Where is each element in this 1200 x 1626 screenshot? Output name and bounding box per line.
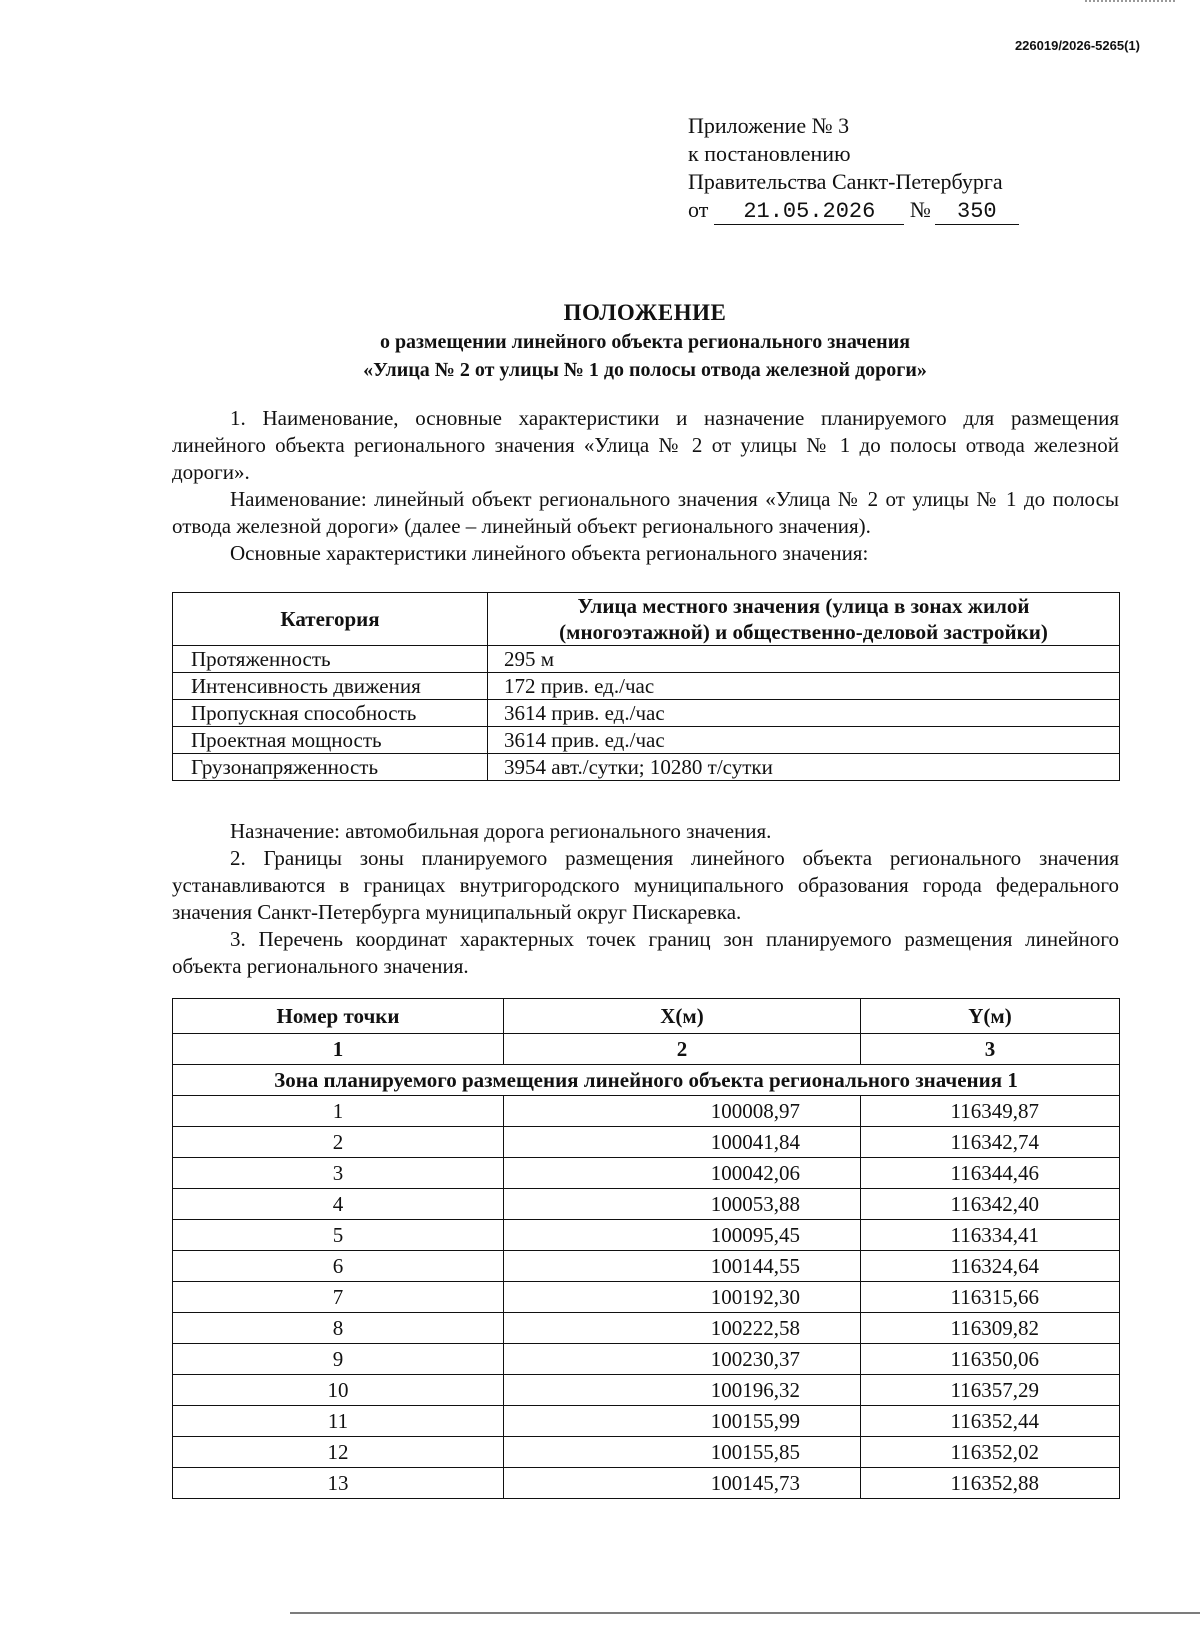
y-coordinate: 116342,74 xyxy=(861,1127,1120,1158)
paragraph-5: 2. Границы зоны планируемого размещения линейного объекта регионального значения устанавливаются в границах внутригородского муниципального образования города федерального значения Санкт-Петербурга муниципальный округ Пискаревка. xyxy=(172,846,1119,924)
table-row xyxy=(173,1251,1120,1282)
coordinates-header-row xyxy=(173,999,1120,1034)
zone-title-row xyxy=(173,1065,1120,1096)
scan-bottom-edge xyxy=(290,1612,1200,1614)
table-row xyxy=(173,1282,1120,1313)
table-row xyxy=(173,1437,1120,1468)
paragraph-4: Назначение: автомобильная дорога регионального значения. xyxy=(230,819,772,843)
table-row xyxy=(173,673,1120,700)
point-number: 1 xyxy=(173,1096,504,1127)
characteristic-name: Протяженность xyxy=(173,646,488,673)
characteristic-value: 3954 авт./сутки; 10280 т/сутки xyxy=(488,754,1120,781)
x-coordinate: 100230,37 xyxy=(504,1344,861,1375)
document-registration-number: 226019/2026-5265(1) xyxy=(1014,38,1140,53)
coordinates-column-number-row xyxy=(173,1034,1120,1065)
characteristics-header-row xyxy=(173,593,1120,646)
y-coordinate: 116324,64 xyxy=(861,1251,1120,1282)
characteristic-value: 295 м xyxy=(488,646,1120,673)
scan-artifact xyxy=(1085,0,1175,8)
y-coordinate: 116349,87 xyxy=(861,1096,1120,1127)
title-main: ПОЛОЖЕНИЕ xyxy=(563,300,727,325)
annex-number-label: № xyxy=(909,197,931,222)
point-number: 5 xyxy=(173,1220,504,1251)
y-coordinate: 116352,44 xyxy=(861,1406,1120,1437)
point-number: 8 xyxy=(173,1313,504,1344)
title-subtitle-2: «Улица № 2 от улицы № 1 до полосы отвода железной дороги» xyxy=(363,359,927,381)
characteristic-value: 3614 прив. ед./час xyxy=(488,727,1120,754)
table-row xyxy=(173,1468,1120,1499)
table-row xyxy=(173,754,1120,781)
zone-title: Зона планируемого размещения линейного объекта регионального значения 1 xyxy=(173,1065,1120,1096)
y-coordinate: 116352,02 xyxy=(861,1437,1120,1468)
table-row xyxy=(173,1406,1120,1437)
point-number: 6 xyxy=(173,1251,504,1282)
coordinates-header-y: Y(м) xyxy=(861,999,1120,1034)
table-row xyxy=(173,1313,1120,1344)
x-coordinate: 100053,88 xyxy=(504,1189,861,1220)
x-coordinate: 100008,97 xyxy=(504,1096,861,1127)
y-coordinate: 116352,88 xyxy=(861,1468,1120,1499)
x-coordinate: 100196,32 xyxy=(504,1375,861,1406)
characteristic-value: 172 прив. ед./час xyxy=(488,673,1120,700)
annex-date-line xyxy=(688,196,1019,225)
x-coordinate: 100095,45 xyxy=(504,1220,861,1251)
table-row xyxy=(173,1158,1120,1189)
annex-block xyxy=(688,112,1019,225)
column-number: 2 xyxy=(504,1034,861,1065)
annex-line-1: Приложение № 3 xyxy=(688,113,850,138)
point-number: 12 xyxy=(173,1437,504,1468)
table-row xyxy=(173,1375,1120,1406)
paragraph-1: 1. Наименование, основные характеристики и назначение планируемого для размещения линейного объекта регионального значения «Улица № 2 от улицы № 1 до полосы отвода железной дороги». xyxy=(172,406,1119,484)
column-number: 1 xyxy=(173,1034,504,1065)
point-number: 3 xyxy=(173,1158,504,1189)
table-row xyxy=(173,1220,1120,1251)
characteristic-name: Грузонапряженность xyxy=(173,754,488,781)
x-coordinate: 100222,58 xyxy=(504,1313,861,1344)
table-row xyxy=(173,646,1120,673)
point-number: 13 xyxy=(173,1468,504,1499)
point-number: 10 xyxy=(173,1375,504,1406)
coordinates-table xyxy=(172,998,1120,1499)
paragraph-3: Основные характеристики линейного объекта регионального значения: xyxy=(230,541,869,565)
characteristics-header-value-line-1: Улица местного значения (улица в зонах жилой xyxy=(577,594,1030,618)
annex-line-2: к постановлению xyxy=(688,141,851,166)
x-coordinate: 100155,99 xyxy=(504,1406,861,1437)
x-coordinate: 100042,06 xyxy=(504,1158,861,1189)
coordinates-header-point: Номер точки xyxy=(173,999,504,1034)
table-row xyxy=(173,1344,1120,1375)
characteristics-header-value xyxy=(488,593,1120,646)
y-coordinate: 116357,29 xyxy=(861,1375,1120,1406)
annex-date: 21.05.2026 xyxy=(714,200,904,225)
table-row xyxy=(173,1127,1120,1158)
characteristic-value: 3614 прив. ед./час xyxy=(488,700,1120,727)
characteristics-header-value-line-2: (многоэтажной) и общественно-деловой застройки) xyxy=(559,620,1048,644)
characteristics-table xyxy=(172,592,1120,781)
x-coordinate: 100041,84 xyxy=(504,1127,861,1158)
paragraph-6: 3. Перечень координат характерных точек границ зон планируемого размещения линейного объекта регионального значения. xyxy=(172,927,1119,978)
characteristics-header-category: Категория xyxy=(173,593,488,646)
characteristic-name: Интенсивность движения xyxy=(173,673,488,700)
title-subtitle-1: о размещении линейного объекта регионального значения xyxy=(379,331,911,353)
table-row xyxy=(173,1189,1120,1220)
table-row xyxy=(173,700,1120,727)
annex-number: 350 xyxy=(935,200,1019,225)
x-coordinate: 100155,85 xyxy=(504,1437,861,1468)
x-coordinate: 100145,73 xyxy=(504,1468,861,1499)
y-coordinate: 116334,41 xyxy=(861,1220,1120,1251)
point-number: 11 xyxy=(173,1406,504,1437)
column-number: 3 xyxy=(861,1034,1120,1065)
point-number: 4 xyxy=(173,1189,504,1220)
table-row xyxy=(173,727,1120,754)
table-row xyxy=(173,1096,1120,1127)
y-coordinate: 116350,06 xyxy=(861,1344,1120,1375)
characteristic-name: Проектная мощность xyxy=(173,727,488,754)
coordinates-header-x: X(м) xyxy=(504,999,861,1034)
y-coordinate: 116309,82 xyxy=(861,1313,1120,1344)
paragraph-2: Наименование: линейный объект регионального значения «Улица № 2 от улицы № 1 до полосы отвода железной дороги» (далее – линейный объект регионального значения). xyxy=(172,487,1119,538)
y-coordinate: 116315,66 xyxy=(861,1282,1120,1313)
point-number: 7 xyxy=(173,1282,504,1313)
characteristic-name: Пропускная способность xyxy=(173,700,488,727)
annex-line-3: Правительства Санкт-Петербурга xyxy=(688,169,1003,194)
y-coordinate: 116344,46 xyxy=(861,1158,1120,1189)
x-coordinate: 100144,55 xyxy=(504,1251,861,1282)
coordinates-rows xyxy=(173,1096,1120,1499)
point-number: 9 xyxy=(173,1344,504,1375)
document-title xyxy=(170,298,1120,384)
annex-from-label: от xyxy=(688,197,709,222)
x-coordinate: 100192,30 xyxy=(504,1282,861,1313)
point-number: 2 xyxy=(173,1127,504,1158)
y-coordinate: 116342,40 xyxy=(861,1189,1120,1220)
